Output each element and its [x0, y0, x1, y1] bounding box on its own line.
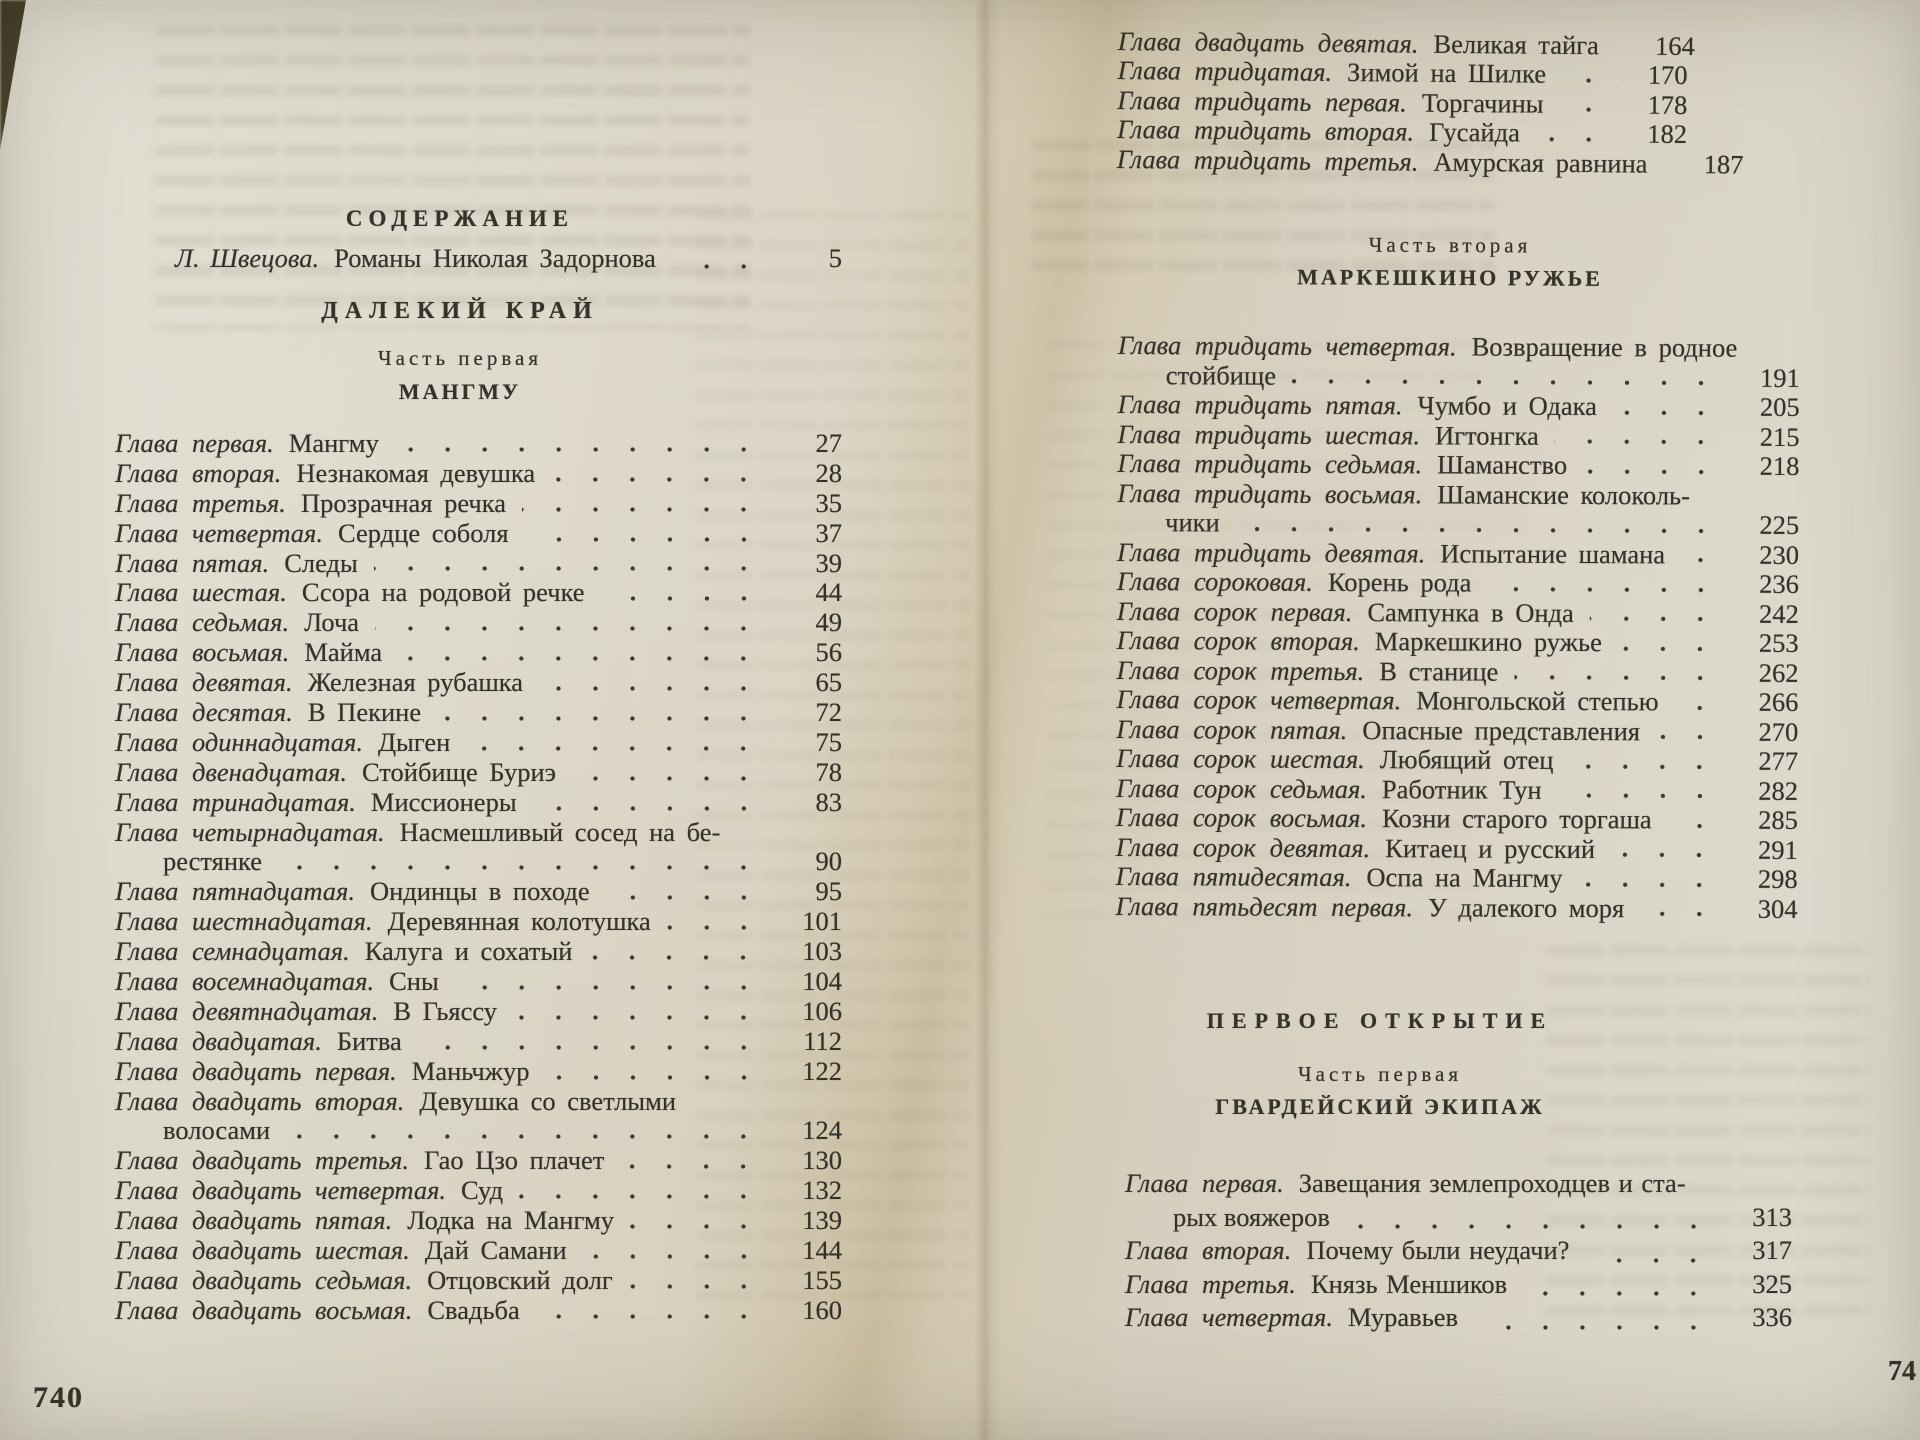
chapter-title: Амурская равнина [1433, 146, 1648, 179]
toc-entry [115, 1086, 842, 1146]
chapter-label: Глава сорок вторая. [1116, 624, 1360, 657]
page-number: 242 [1758, 598, 1799, 629]
page-number: 78 [815, 756, 842, 787]
chapter-label: Глава двадцатая. [115, 1025, 322, 1056]
contents-title: СОДЕРЖАНИЕ [345, 206, 575, 231]
chapter-label: Глава вторая. [1125, 1235, 1292, 1265]
chapter-title: Козни старого торгаша [1382, 803, 1652, 835]
right-folio: 74 [1888, 1356, 1916, 1387]
intro-title: Романы Николая Задорнова [334, 243, 656, 273]
chapter-title: Дыген [377, 726, 451, 757]
dot-leader [1474, 1325, 1728, 1330]
chapter-label: Глава сорок девятая. [1115, 831, 1371, 863]
chapter-title: Миссионеры [370, 786, 517, 817]
chapter-title: Битва [336, 1025, 402, 1056]
chapter-title: Следы [284, 547, 358, 578]
chapter-label: Глава сорок шестая. [1116, 742, 1365, 775]
chapter-title: Работник Тун [1381, 773, 1542, 805]
dot-leader [513, 1015, 778, 1020]
dot-leader [525, 537, 778, 542]
page-number: 130 [802, 1145, 842, 1176]
dot-leader [1668, 823, 1734, 828]
toc-entry [115, 876, 842, 906]
part-one-title: МАНГМУ [398, 379, 522, 404]
toc-entry [1117, 418, 1799, 450]
chapter-label: Глава тридцать четвертая. [1117, 330, 1457, 362]
chapter-title: Майма [304, 637, 383, 668]
chapter-label: Глава тридцать вторая. [1116, 114, 1415, 147]
chapter-label: Глава вторая. [115, 457, 282, 488]
toc-entry [1115, 890, 1797, 922]
dot-leader [395, 447, 778, 452]
dot-leader [1346, 1224, 1728, 1229]
page-number: 291 [1757, 834, 1798, 865]
chapter-label: Глава тридцать девятая. [1116, 536, 1426, 568]
chapter-title: Шаманство [1437, 449, 1568, 480]
dot-leader [1585, 1258, 1728, 1263]
dot-leader [522, 507, 778, 512]
chapter-label: Глава сорок пятая. [1116, 713, 1348, 745]
dot-leader [1656, 734, 1734, 739]
chapter-label: Глава десятая. [115, 697, 293, 728]
page-number: 95 [815, 876, 842, 907]
chapter-title: Князь Меншиков [1310, 1268, 1508, 1299]
dot-leader [286, 1134, 778, 1139]
toc-entry [115, 1175, 842, 1205]
chapter-title: Шаманские колоколь- [1437, 478, 1691, 510]
page-number: 155 [802, 1264, 842, 1295]
dot-leader [601, 596, 778, 601]
dot-leader [1562, 78, 1624, 84]
page-number: 325 [1752, 1268, 1792, 1299]
page-number: 101 [802, 906, 842, 937]
chapter-title: Железная рубашка [307, 667, 523, 698]
book-cover-edge [0, 0, 40, 160]
page-number: 112 [803, 1025, 842, 1056]
chapter-title: Муравьев [1348, 1302, 1459, 1332]
toc-entry [115, 1026, 842, 1056]
chapter-title: Деревянная колотушка [387, 906, 651, 937]
page-number: 218 [1759, 450, 1800, 481]
chapter-title: Прозрачная речка [300, 487, 506, 518]
toc-entry [1116, 861, 1798, 893]
part-two-title: МАРКЕШКИНО РУЖЬЕ [1297, 264, 1603, 291]
page-number: 285 [1758, 804, 1798, 835]
dot-leader [1536, 136, 1623, 142]
chapter-label: Глава девятая. [115, 667, 293, 698]
dot-leader [418, 1045, 778, 1050]
dot-leader [1615, 49, 1631, 54]
page-number: 39 [815, 547, 842, 578]
dot-leader [1590, 616, 1735, 622]
toc-entry [1125, 1269, 1797, 1303]
dot-leader [583, 1254, 778, 1259]
chapter-label: Глава шестая. [115, 577, 287, 608]
page-number: 225 [1759, 509, 1800, 540]
chapter-label: Глава двенадцатая. [115, 756, 347, 787]
toc-entry [1116, 802, 1798, 834]
chapter-label: Глава тридцать седьмая. [1117, 447, 1423, 480]
chapter-title: Гусайда [1428, 116, 1521, 148]
dot-leader [466, 746, 778, 751]
toc-entry [115, 1145, 842, 1175]
page-number: 178 [1647, 89, 1688, 120]
chapter-title: Оспа на Мангму [1366, 862, 1563, 893]
left-folio: 740 [33, 1381, 84, 1414]
page-number: 170 [1647, 60, 1688, 91]
chapter-title-continuation: рестянке [163, 846, 263, 877]
page-number: 124 [802, 1115, 842, 1146]
dot-leader [551, 477, 778, 482]
page-number: 266 [1758, 686, 1799, 717]
chapter-title: У далекого моря [1427, 891, 1625, 923]
chapter-title: Почему были неудачи? [1306, 1235, 1570, 1265]
chapter-label: Глава восьмая. [115, 637, 290, 668]
chapter-label: Глава двадцать вторая. [115, 1085, 405, 1116]
dot-leader [1675, 705, 1735, 710]
page-number: 253 [1758, 627, 1799, 658]
page-number: 215 [1759, 421, 1800, 452]
toc-entry [115, 667, 842, 697]
chapter-label: Глава четвертая. [115, 517, 324, 548]
left-page-toc [115, 428, 842, 1325]
toc-entry [1117, 477, 1799, 539]
dot-leader [1611, 852, 1734, 858]
page-number: 160 [802, 1294, 842, 1325]
chapter-label: Глава сорок первая. [1116, 595, 1353, 627]
chapter-label: Глава восемнадцатая. [115, 966, 375, 997]
dot-leader [667, 925, 778, 930]
page-number: 298 [1757, 863, 1798, 894]
intro-author: Л. Швецова. [175, 243, 320, 273]
toc-entry [1117, 595, 1799, 627]
chapter-label: Глава двадцать третья. [115, 1145, 409, 1176]
page-number: 144 [802, 1235, 842, 1266]
toc-entry [115, 1235, 842, 1265]
dot-leader [1618, 646, 1735, 652]
chapter-title: Гао Цзо плачет [423, 1145, 605, 1176]
toc-entry [1125, 1235, 1797, 1269]
chapter-label: Глава тридцать шестая. [1117, 418, 1421, 450]
toc-entry [115, 428, 842, 458]
dot-leader [1487, 586, 1735, 592]
toc-entry [115, 966, 842, 996]
dot-leader [620, 1164, 778, 1169]
chapter-title: Лодка на Мангму [407, 1205, 615, 1236]
chapter-label: Глава четвертая. [1125, 1302, 1334, 1332]
page-number: 132 [802, 1175, 842, 1206]
dot-leader [1523, 1291, 1728, 1296]
chapter-label: Глава двадцать шестая. [115, 1235, 410, 1266]
dot-leader [374, 566, 778, 571]
dot-leader [1663, 167, 1679, 172]
chapter-label: Глава первая. [115, 428, 274, 458]
chapter-label: Глава тридцать восьмая. [1117, 477, 1423, 509]
chapter-title: Китаец и русский [1385, 832, 1596, 864]
page-number: 27 [815, 428, 842, 458]
chapter-label: Глава седьмая. [115, 607, 290, 638]
page-number: 28 [815, 457, 842, 488]
toc-entry [1116, 772, 1798, 804]
chapter-title: Отцовский долг [427, 1264, 613, 1295]
dot-leader [1236, 526, 1735, 533]
toc-entry [115, 757, 842, 787]
chapter-label: Глава двадцать четвертая. [115, 1175, 447, 1206]
page-number: 230 [1759, 539, 1800, 570]
chapter-title: В Пекине [307, 697, 422, 728]
toc-entry [115, 1265, 842, 1295]
page-number: 182 [1647, 118, 1688, 150]
chapter-label: Глава одиннадцатая. [115, 726, 363, 757]
toc-entry [1125, 1302, 1797, 1336]
chapter-label: Глава пятидесятая. [1115, 860, 1352, 893]
page-gutter-shadow [975, 0, 1001, 1440]
toc-entry [1116, 654, 1798, 686]
page-number: 5 [828, 243, 842, 273]
chapter-label: Глава третья. [115, 487, 286, 518]
page-number: 317 [1752, 1235, 1792, 1265]
chapter-label: Глава четырнадцатая. [115, 816, 385, 847]
toc-entry [115, 727, 842, 757]
dot-leader [606, 895, 778, 900]
chapter-title: Зимой на Шилке [1346, 57, 1547, 90]
dot-leader [1681, 557, 1735, 562]
chapter-label: Глава тридцать третья. [1116, 143, 1419, 177]
page-number: 37 [815, 517, 842, 548]
dot-leader [278, 865, 778, 870]
intro-entry [115, 243, 842, 275]
chapter-label: Глава сорок восьмая. [1115, 801, 1368, 834]
dot-leader [398, 656, 778, 661]
toc-entry [115, 548, 842, 578]
toc-entry [115, 906, 842, 936]
page-number: 103 [802, 936, 842, 967]
right-page-toc-book-two [1125, 1168, 1797, 1336]
dot-leader [1578, 882, 1733, 888]
dot-leader [536, 1314, 778, 1319]
chapter-label: Глава двадцать девятая. [1117, 26, 1419, 59]
chapter-title: Любящий отец [1379, 744, 1554, 775]
toc-entry [115, 607, 842, 637]
chapter-title: Сердце соболя [338, 517, 509, 548]
toc-entry [115, 1295, 842, 1325]
chapter-title: Сны [389, 966, 439, 997]
chapter-label: Глава сорок четвертая. [1116, 683, 1402, 716]
chapter-label: Глава тринадцатая. [115, 786, 356, 817]
dot-leader [1558, 793, 1734, 799]
toc-entry [115, 1205, 842, 1235]
dot-leader [519, 1194, 778, 1199]
toc-entry [115, 787, 842, 817]
page-number: 205 [1759, 391, 1800, 422]
page-number: 72 [815, 697, 842, 728]
page-number: 122 [802, 1055, 842, 1086]
dot-leader [572, 776, 778, 781]
page-number: 336 [1752, 1302, 1792, 1332]
bleed-through-text [150, 25, 750, 330]
page-number: 49 [815, 607, 842, 638]
page-number: 282 [1758, 775, 1799, 806]
toc-entry [1116, 743, 1798, 775]
chapter-title-continuation: чики [1165, 507, 1220, 538]
page-number: 44 [815, 577, 842, 608]
chapter-label: Глава девятнадцатая. [115, 995, 379, 1026]
page-number: 56 [815, 637, 842, 668]
chapter-title: Ссора на родовой речке [301, 577, 585, 608]
chapter-title: Ондинцы в походе [369, 876, 590, 907]
chapter-label: Глава тридцать пятая. [1117, 388, 1403, 421]
dot-leader [437, 716, 778, 721]
right-page-toc-part-one-end [1117, 26, 1800, 179]
page-number: 90 [815, 846, 842, 877]
chapter-title: Испытание шамана [1440, 537, 1666, 569]
toc-entry [115, 996, 842, 1026]
chapter-title: Монгольской степью [1416, 685, 1659, 717]
chapter-title: Стойбище Буриэ [361, 756, 557, 787]
chapter-title: Лоча [304, 607, 360, 638]
chapter-label: Глава двадцать седьмая. [115, 1264, 413, 1295]
chapter-label: Глава двадцать восьмая. [115, 1294, 413, 1325]
page-number: 106 [802, 995, 842, 1026]
chapter-title: Калуга и сохатый [364, 936, 573, 967]
dot-leader [375, 626, 778, 631]
chapter-title: Игтонгка [1434, 419, 1539, 451]
toc-entry [115, 817, 842, 877]
chapter-title: Маркешкино ружье [1374, 626, 1602, 658]
chapter-title-continuation: стойбище [1165, 359, 1277, 391]
chapter-label: Глава двадцать первая. [115, 1055, 397, 1086]
page-number: 304 [1757, 893, 1798, 924]
toc-entry [115, 518, 842, 548]
page-number: 164 [1654, 30, 1695, 62]
toc-entry [1118, 389, 1800, 421]
toc-entry [1116, 831, 1798, 863]
chapter-title: Сампунка в Онда [1367, 596, 1574, 628]
dot-leader [1514, 675, 1734, 681]
chapter-label: Глава семнадцатая. [115, 936, 350, 967]
page-number: 65 [815, 667, 842, 698]
chapter-title: Мангму [288, 428, 379, 458]
page-number: 139 [802, 1205, 842, 1236]
chapter-label: Глава пятая. [115, 547, 270, 578]
chapter-label: Глава сорок седьмая. [1115, 772, 1368, 804]
chapter-title: Опасные представления [1362, 714, 1641, 746]
chapter-label: Глава сорок третья. [1116, 654, 1365, 686]
toc-entry [1117, 625, 1799, 657]
dot-leader [1560, 107, 1624, 113]
page-number: 75 [815, 726, 842, 757]
toc-entry [115, 936, 842, 966]
toc-entry [1117, 448, 1799, 480]
page-number: 236 [1759, 568, 1799, 599]
book-two-title: ПЕРВОЕ ОТКРЫТИЕ [1206, 1008, 1554, 1033]
toc-entry [1118, 330, 1800, 392]
chapter-label: Глава двадцать пятая. [115, 1205, 393, 1236]
toc-entry [1116, 713, 1798, 745]
chapter-title: Свадьба [427, 1294, 520, 1325]
dot-leader [629, 1284, 778, 1289]
chapter-title-continuation: рых вояжеров [1173, 1201, 1330, 1232]
chapter-title: Девушка со светлыми [419, 1085, 677, 1116]
dot-leader [630, 1224, 778, 1229]
dot-leader [1640, 911, 1733, 916]
part-two-heading: Часть вторая [1368, 232, 1532, 258]
page-number: 277 [1758, 745, 1799, 776]
chapter-label: Глава тридцатая. [1117, 55, 1333, 88]
dot-leader [1569, 763, 1734, 769]
book-two-part-title: ГВАРДЕЙСКИЙ ЭКИПАЖ [1215, 1094, 1545, 1119]
right-page-toc-part-two [1115, 330, 1800, 923]
toc-entry [115, 637, 842, 667]
page-number: 191 [1759, 362, 1800, 393]
dot-leader [1555, 439, 1736, 445]
dot-leader [455, 985, 778, 990]
toc-entry [115, 458, 842, 488]
toc-entry [115, 1056, 842, 1086]
dot-leader [588, 955, 778, 960]
page-number: 104 [802, 966, 842, 997]
chapter-title: Возвращение в родное [1471, 331, 1738, 363]
chapter-title: Суд [461, 1175, 504, 1206]
chapter-label: Глава тридцать первая. [1117, 84, 1407, 118]
toc-entry [1117, 144, 1799, 179]
page-number: 262 [1758, 657, 1799, 688]
dot-leader [539, 686, 778, 691]
toc-entry [1117, 536, 1799, 568]
chapter-title: Завещания землепроходцев и ста- [1298, 1168, 1686, 1198]
chapter-title-continuation: волосами [163, 1115, 271, 1146]
part-one-heading: Часть первая [378, 346, 542, 370]
dot-leader [546, 1075, 778, 1080]
toc-entry [1117, 566, 1799, 598]
book-two-part-heading: Часть первая [1298, 1062, 1462, 1086]
toc-entry [115, 577, 842, 607]
dot-leader [1583, 469, 1735, 475]
toc-entry [115, 697, 842, 727]
book-one-title: ДАЛЕКИЙ КРАЙ [321, 298, 599, 324]
page-number: 187 [1703, 148, 1744, 180]
dot-leader [672, 264, 778, 269]
page-number: 313 [1752, 1201, 1792, 1232]
dot-leader [533, 806, 778, 811]
page-number: 83 [815, 786, 842, 817]
chapter-label: Глава шестнадцатая. [115, 906, 373, 937]
chapter-label: Глава первая. [1125, 1168, 1284, 1198]
toc-entry [1116, 684, 1798, 716]
chapter-title: Незнакомая девушка [296, 457, 536, 488]
chapter-title: Насмешливый сосед на бе- [399, 816, 721, 847]
chapter-title: Великая тайга [1433, 28, 1599, 61]
page-number: 270 [1758, 716, 1799, 747]
chapter-label: Глава сороковая. [1116, 565, 1313, 597]
chapter-title: Торгачины [1421, 87, 1544, 119]
page-number: 35 [815, 487, 842, 518]
chapter-title: В Гьяссу [393, 995, 498, 1026]
dot-leader [1292, 379, 1736, 386]
chapter-label: Глава пятнадцатая. [115, 876, 355, 907]
toc-entry [1125, 1168, 1797, 1235]
chapter-title: Маньчжур [411, 1055, 530, 1086]
dot-leader [1613, 410, 1736, 416]
chapter-title: В станице [1379, 655, 1499, 687]
toc-entry [115, 488, 842, 518]
chapter-title: Корень рода [1327, 566, 1472, 598]
chapter-label: Глава третья. [1125, 1268, 1296, 1299]
chapter-label: Глава пятьдесят первая. [1115, 890, 1414, 922]
chapter-title: Дай Самани [424, 1235, 567, 1266]
chapter-title: Чумбо и Одака [1417, 390, 1597, 422]
